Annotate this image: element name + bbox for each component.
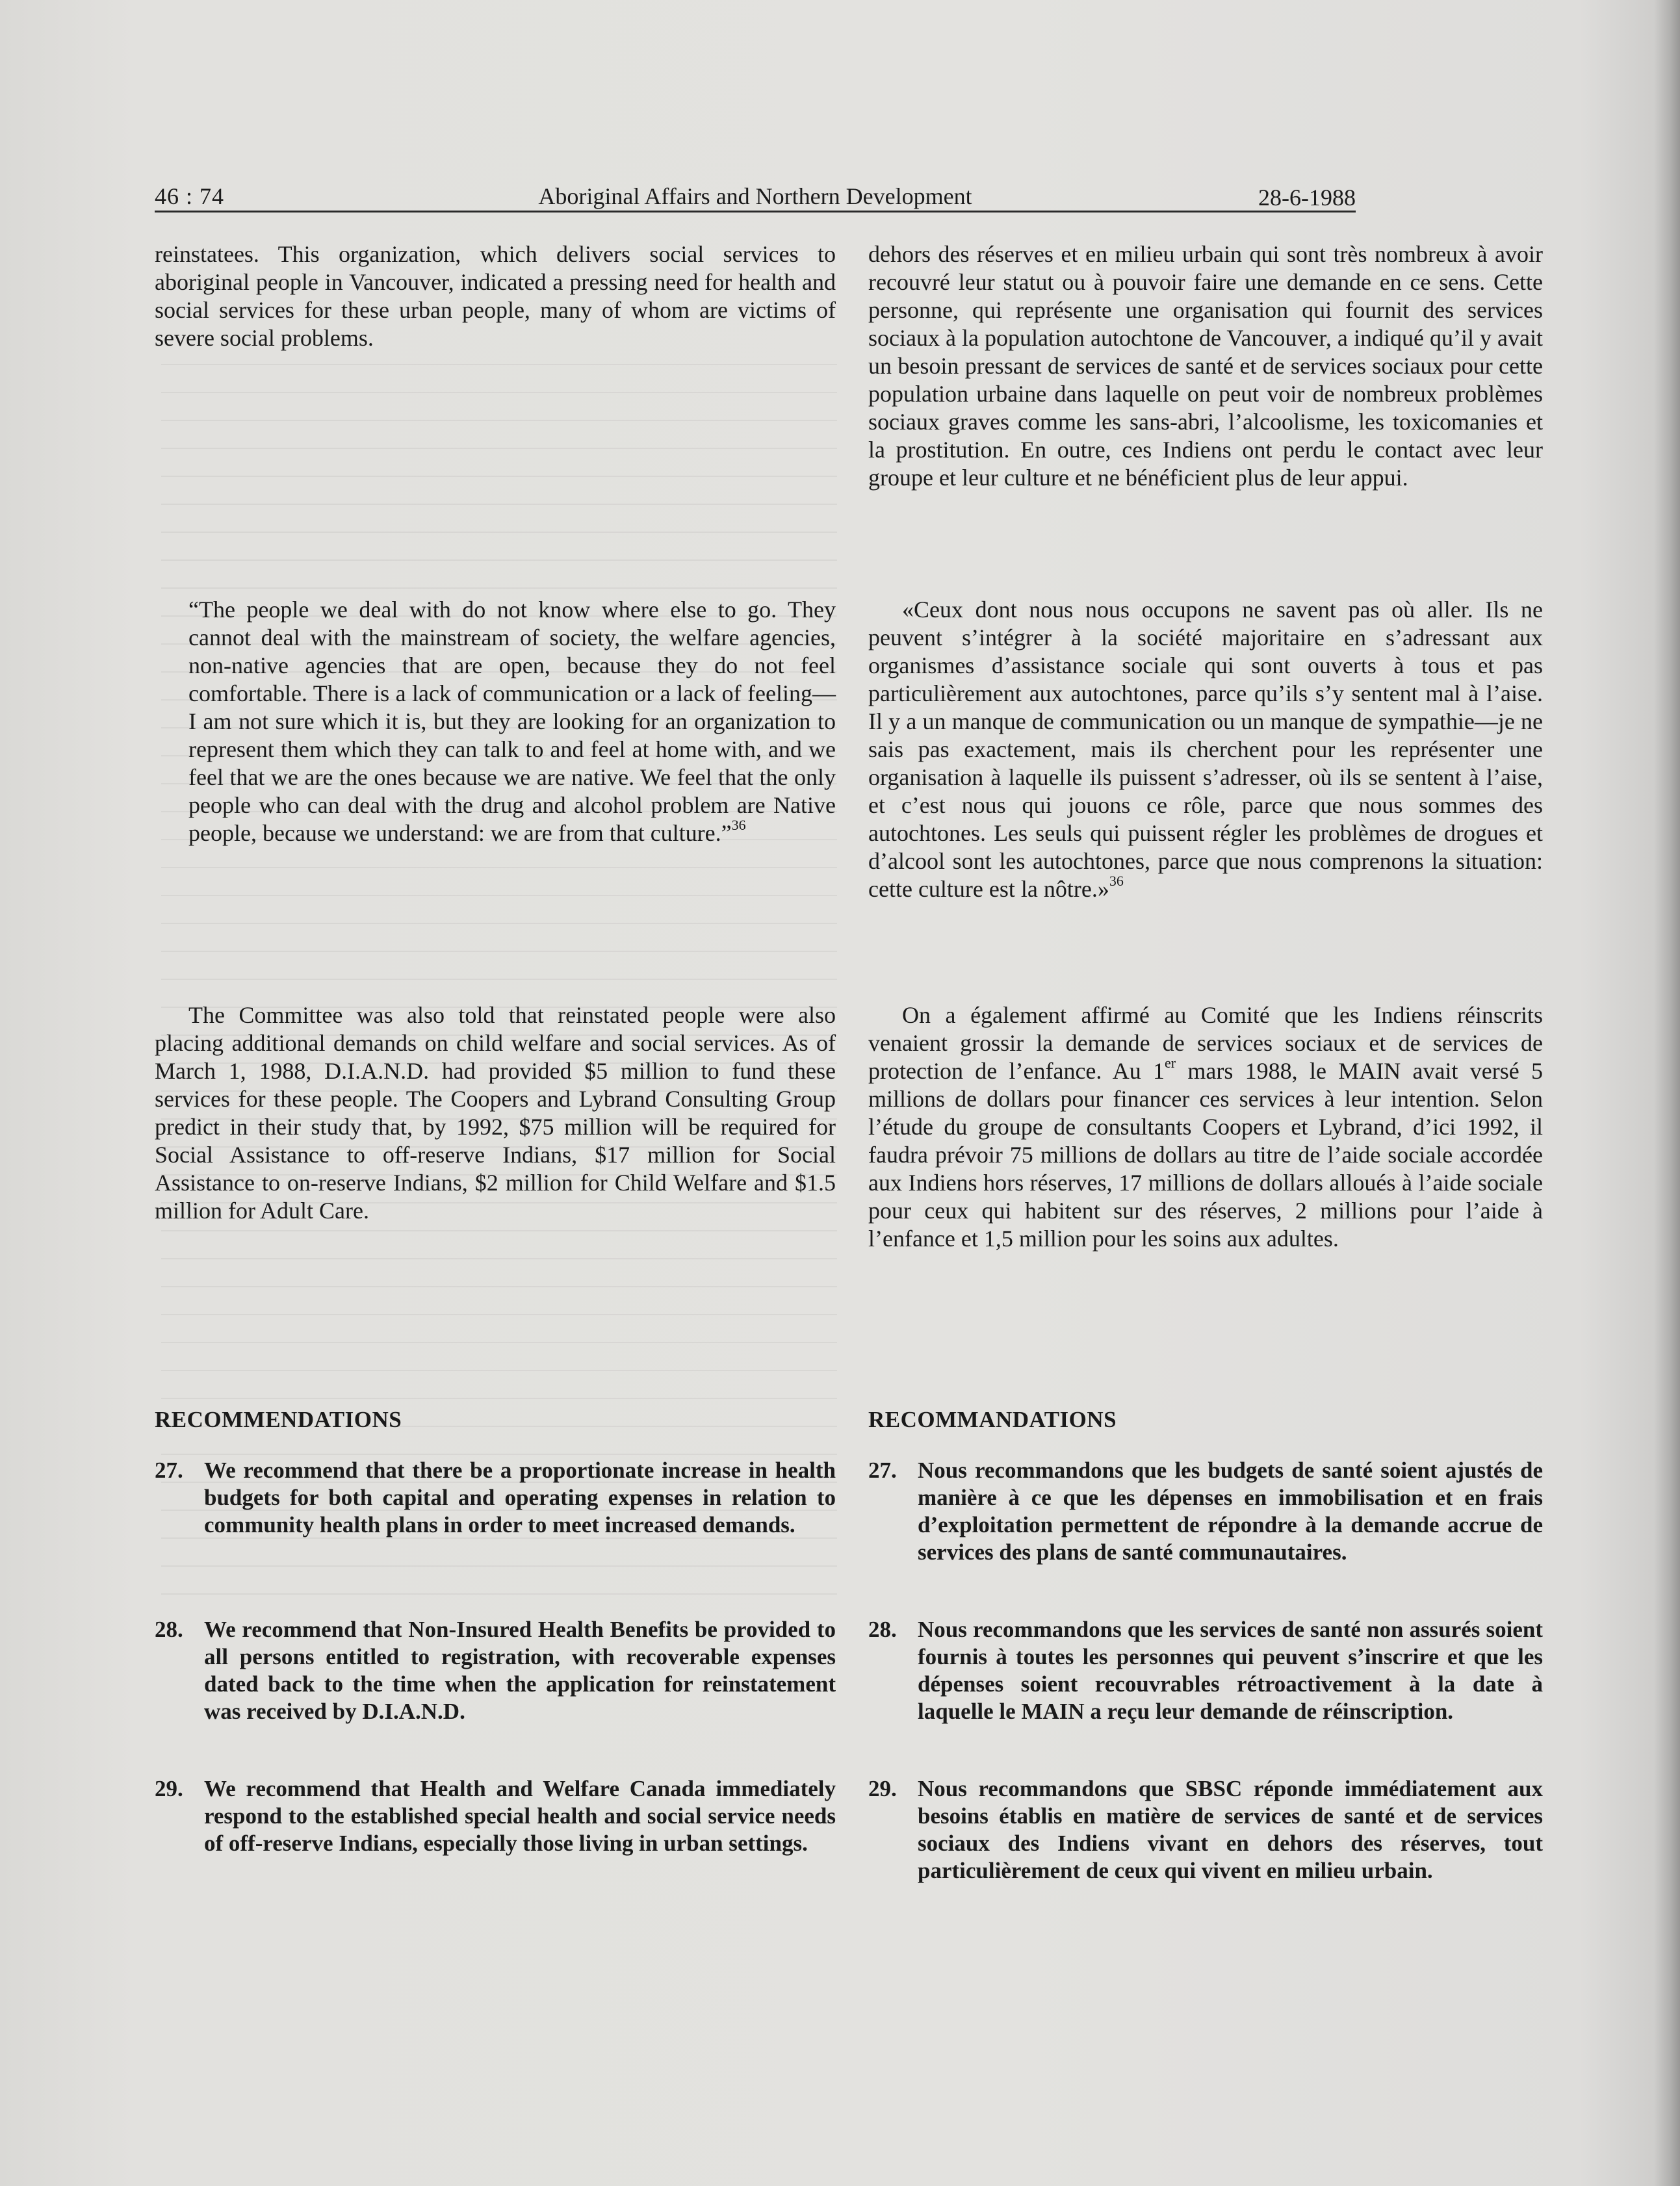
fr-paragraph-3	[868, 1001, 1543, 1253]
header-rule	[155, 211, 1356, 212]
header-title: Aboriginal Affairs and Northern Development	[538, 183, 972, 209]
fr-recommendation-27	[868, 1457, 1543, 1566]
fr-p3-part-b: mars 1988, le MAIN avait versé 5 millions de dollars pour financer ces services à leur intention. Selon l’étude du groupe de consultants Coopers et Lybrand, d’ici 1992, il faudra prévoir 75 millions de dollars au titre de l’aide sociale accordée aux Indiens hors réserves, 17 millions de dollars alloués à l’aide sociale pour ceux qui habitent sur des réserves, 2 millions pour l’aide à l’enfance et 1,5 million pour les soins aux adultes.	[868, 1058, 1543, 1252]
fr-recommendation-28	[868, 1616, 1543, 1725]
en-recommendation-29	[155, 1775, 836, 1857]
rec-text: Nous recommandons que les services de santé non assurés soient fournis à toutes les personnes qui peuvent s’inscrire et que les dépenses soient recouvrables rétroactivement à la date à laquelle le MAIN a reçu leur demande de réinscription.	[918, 1617, 1543, 1724]
header-date: 28-6-1988	[1258, 185, 1356, 211]
rec-number: 28.	[155, 1617, 183, 1642]
rec-text: Nous recommandons que les budgets de santé soient ajustés de manière à ce que les dépenses en immobilisation et en frais d’exploitation permettent de répondre à la demande accrue de services des plans de santé communautaires.	[918, 1458, 1543, 1565]
en-recommendation-27	[155, 1457, 836, 1539]
en-paragraph-3: The Committee was also told that reinstated people were also placing additional demands on child welfare and social services. As of March 1, 1988, D.I.A.N.D. had provided $5 million to fund these services for these people. The Coopers and Lybrand Consulting Group predict in their study that, by 1992, $75 million will be required for Social Assistance to off-reserve Indians, $17 million for Social Assistance to on-reserve Indians, $2 million for Child Welfare and $1.5 million for Adult Care.	[155, 1002, 836, 1224]
en-quote-text: “The people we deal with do not know where else to go. They cannot deal with the mainstream of society, the welfare agencies, non-native agencies that are open, because they do not feel comfortable. There is a lack of communication or a lack of feeling—I am not sure which it is, but they are looking for an organization to represent them which they can talk to and feel at home with, and we feel that we are the ones because we are native. We feel that the only people who can deal with the drug and alcohol problem are Native people, because we understand: we are from that culture.”	[188, 597, 836, 846]
fr-quote	[868, 596, 1543, 903]
en-recommendation-28	[155, 1616, 836, 1725]
running-header	[155, 175, 1356, 213]
rec-number: 29.	[868, 1776, 897, 1801]
en-quote-footnote: 36	[731, 817, 746, 833]
fr-paragraph-1: dehors des réserves et en milieu urbain qui sont très nombreux à avoir recouvré leur statut ou à pouvoir faire une demande en ce sens. Cette personne, qui représente une organisation qui fournit des services sociaux à la population autochtone de Vancouver, a indiqué qu’il y avait un besoin pressant de services de santé et de services sociaux pour cette population urbaine dans laquelle on peut voir de nombreux problèmes sociaux graves comme les sans-abri, l’alcoolisme, les toxicomanies et la prostitution. En outre, ces Indiens ont perdu le contact avec leur groupe et leur culture et ne bénéficient plus de leur appui.	[868, 241, 1543, 491]
rec-text: We recommend that Health and Welfare Canada immediately respond to the established special health and social service needs of off-reserve Indians, especially those living in urban settings.	[204, 1776, 836, 1856]
en-paragraph-1: reinstatees. This organization, which delivers social services to aboriginal people in Vancouver, indicated a pressing need for health and social services for these urban people, many of whom are victims of severe social problems.	[155, 241, 836, 351]
en-recommendations-heading: RECOMMENDATIONS	[155, 1407, 402, 1432]
fr-p3-part-a: On a également affirmé au Comité que les Indiens réinscrits venaient grossir la demande de services sociaux et de services de protection de l’enfance. Au 1	[868, 1002, 1543, 1084]
rec-number: 27.	[155, 1458, 183, 1483]
fr-quote-footnote: 36	[1109, 873, 1124, 889]
rec-text: We recommend that Non-Insured Health Benefits be provided to all persons entitled to registration, with recoverable expenses dated back to the time when the application for reinstatement was received by D.I.A.N.D.	[204, 1617, 836, 1724]
page-number: 46 : 74	[155, 183, 225, 209]
rec-number: 27.	[868, 1458, 897, 1483]
page-edge-shadow	[1654, 0, 1680, 2186]
fr-recommendation-29	[868, 1775, 1543, 1884]
fr-p3-superscript: er	[1165, 1055, 1176, 1071]
fr-recommendations-heading: RECOMMANDATIONS	[868, 1407, 1117, 1432]
rec-text: We recommend that there be a proportionate increase in health budgets for both capital and operating expenses in relation to community health plans in order to meet increased demands.	[204, 1458, 836, 1537]
fr-quote-text: «Ceux dont nous nous occupons ne savent pas où aller. Ils ne peuvent s’intégrer à la société majoritaire en s’adressant aux organismes d’assistance sociale qui sont ouverts à tous et pas particulièrement aux autochtones, parce qu’ils s’y sentent mal à l’aise. Il y a un manque de communication ou un manque de sympathie—je ne sais pas exactement, mais ils cherchent pour les représenter une organisation à laquelle ils puissent s’adresser, où ils se sentent à l’aise, et c’est nous qui jouons ce rôle, parce que nous sommes des autochtones. Les seuls qui puissent régler les problèmes de drogues et d’alcool sont les autochtones, parce que nous comprenons la situation: cette culture est la nôtre.»	[868, 597, 1543, 902]
rec-number: 29.	[155, 1776, 183, 1801]
en-quote	[155, 596, 836, 847]
rec-number: 28.	[868, 1617, 897, 1642]
rec-text: Nous recommandons que SBSC réponde immédiatement aux besoins établis en matière de services de santé et de services sociaux des Indiens vivant en dehors des réserves, tout particulièrement de ceux qui vivent en milieu urbain.	[918, 1776, 1543, 1883]
